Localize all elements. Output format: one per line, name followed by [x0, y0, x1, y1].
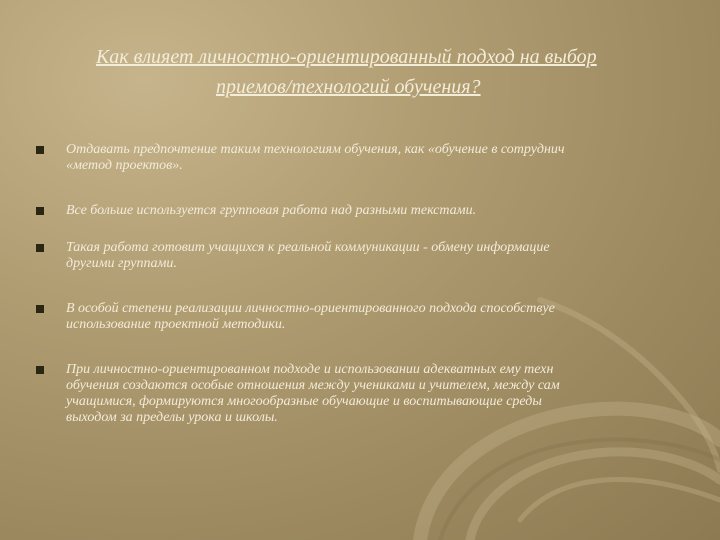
bullet-text: В особой степени реализации личностно-ориентированного подхода способствуе использование проектной методики. — [66, 301, 555, 332]
square-bullet-icon — [36, 305, 44, 313]
slide-title — [96, 42, 720, 102]
list-item — [36, 142, 720, 174]
bullet-text: Все больше используется групповая работа над разными текстами. — [66, 203, 477, 218]
list-item — [36, 240, 720, 272]
list-item — [36, 203, 720, 219]
title-line-2: приемов/технологий обучения? — [216, 76, 481, 98]
bullet-text: При личностно-ориентированном подходе и использовании адекватных ему техн обучения создаются особые отношения между учениками и учителем, между сам учащимися, формируются многообразные обучающие и воспитывающие среды выходом за пределы урока и школы. — [66, 362, 560, 425]
bullet-text: Такая работа готовит учащихся к реальной коммуникации - обмену информацие другими группами. — [66, 240, 550, 271]
list-item — [36, 362, 720, 426]
square-bullet-icon — [36, 146, 44, 154]
square-bullet-icon — [36, 366, 44, 374]
square-bullet-icon — [36, 244, 44, 252]
bullet-list — [36, 142, 720, 426]
list-item — [36, 301, 720, 333]
square-bullet-icon — [36, 207, 44, 215]
title-line-1: Как влияет личностно-ориентированный подход на выбор — [96, 46, 597, 68]
bullet-text: Отдавать предпочтение таким технологиям обучения, как «обучение в сотруднич «метод проектов». — [66, 142, 565, 173]
